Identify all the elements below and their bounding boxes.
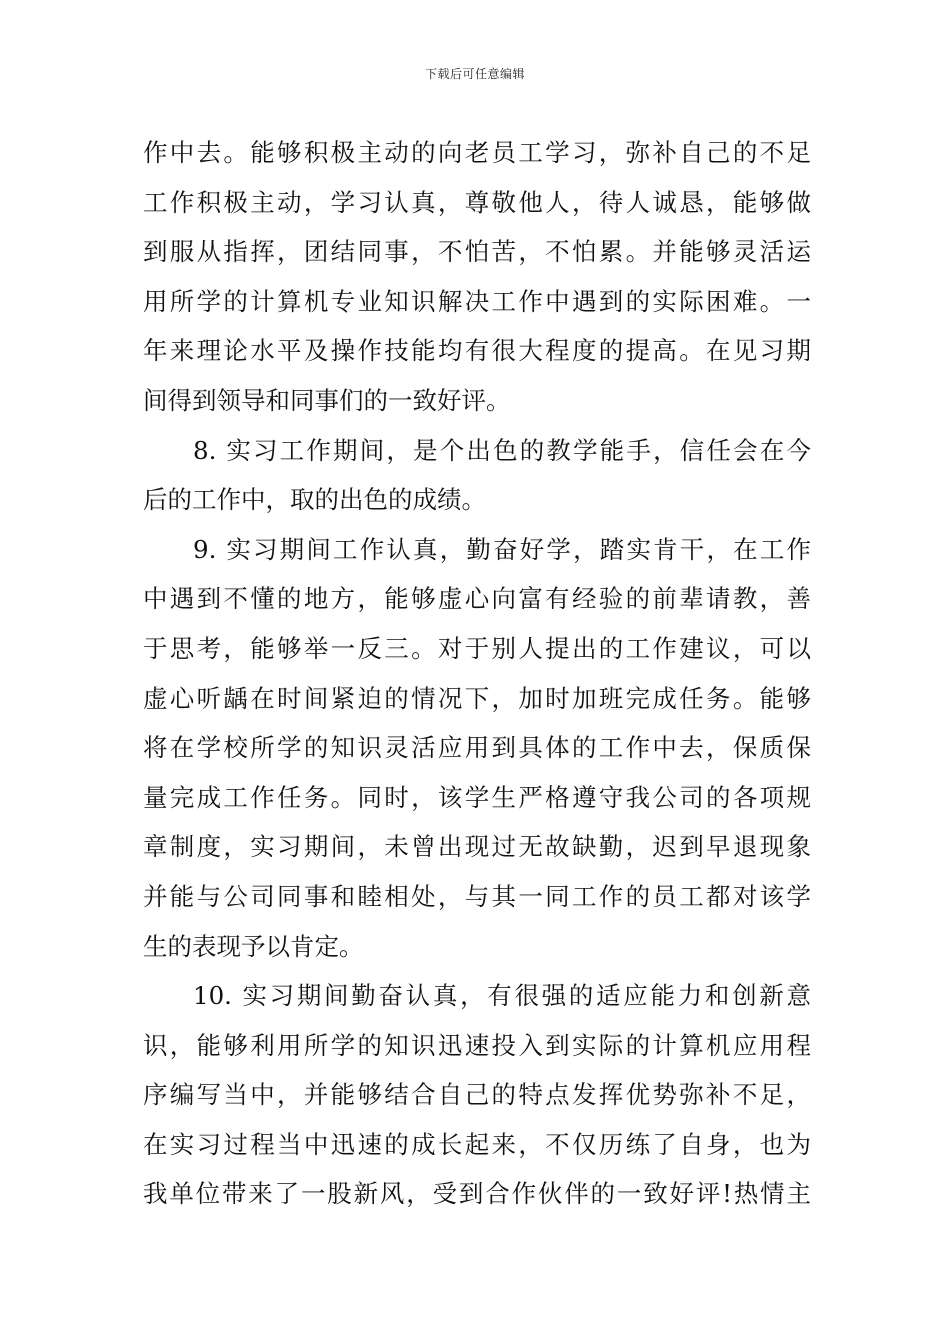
text-line: 到服从指挥，团结同事，不怕苦，不怕累。并能够灵活运 xyxy=(143,237,811,267)
text-line: 识，能够利用所学的知识迅速投入到实际的计算机应用程 xyxy=(143,1030,811,1060)
text-line: 序编写当中，并能够结合自己的特点发挥优势弥补不足， xyxy=(143,1080,811,1110)
text-line: 9. 实习期间工作认真，勤奋好学，踏实肯干，在工作 xyxy=(193,534,811,564)
text-line: 中遇到不懂的地方，能够虚心向富有经验的前辈请教，善 xyxy=(143,584,811,614)
text-line: 于思考，能够举一反三。对于别人提出的工作建议，可以 xyxy=(143,633,811,663)
text-line: 作中去。能够积极主动的向老员工学习，弥补自己的不足 xyxy=(143,138,811,167)
text-line: 章制度，实习期间，未曾出现过无故缺勤，迟到早退现象 xyxy=(143,832,811,862)
text-line: 在实习过程当中迅速的成长起来，不仅历练了自身，也为 xyxy=(143,1129,811,1159)
text-line: 间得到领导和同事们的一致好评。 xyxy=(143,385,511,415)
text-line: 并能与公司同事和睦相处，与其一同工作的员工都对该学 xyxy=(143,881,811,911)
text-line: 10. 实习期间勤奋认真，有很强的适应能力和创新意 xyxy=(193,981,811,1011)
paragraph-item-9 xyxy=(143,525,811,971)
page-header: 下载后可任意编辑 xyxy=(424,67,525,81)
text-line: 8. 实习工作期间，是个出色的教学能手，信任会在今 xyxy=(193,435,811,465)
document-body xyxy=(143,128,811,1219)
paragraph-item-10 xyxy=(143,971,811,1219)
text-line: 工作积极主动，学习认真，尊敬他人，待人诚恳，能够做 xyxy=(143,187,811,217)
text-line: 虚心听龋在时间紧迫的情况下，加时加班完成任务。能够 xyxy=(143,683,811,713)
paragraph-item-8 xyxy=(143,426,811,525)
text-line: 量完成工作任务。同时，该学生严格遵守我公司的各项规 xyxy=(143,782,811,812)
text-line: 用所学的计算机专业知识解决工作中遇到的实际困难。一 xyxy=(143,286,811,316)
text-line: 我单位带来了一股新风，受到合作伙伴的一致好评!热情主 xyxy=(143,1179,811,1209)
text-line: 后的工作中，取的出色的成绩。 xyxy=(143,485,486,515)
paragraph-continued xyxy=(143,128,811,426)
text-line: 将在学校所学的知识灵活应用到具体的工作中去，保质保 xyxy=(143,733,811,763)
text-line: 生的表现予以肯定。 xyxy=(143,931,364,961)
text-line: 年来理论水平及操作技能均有很大程度的提高。在见习期 xyxy=(143,336,811,366)
